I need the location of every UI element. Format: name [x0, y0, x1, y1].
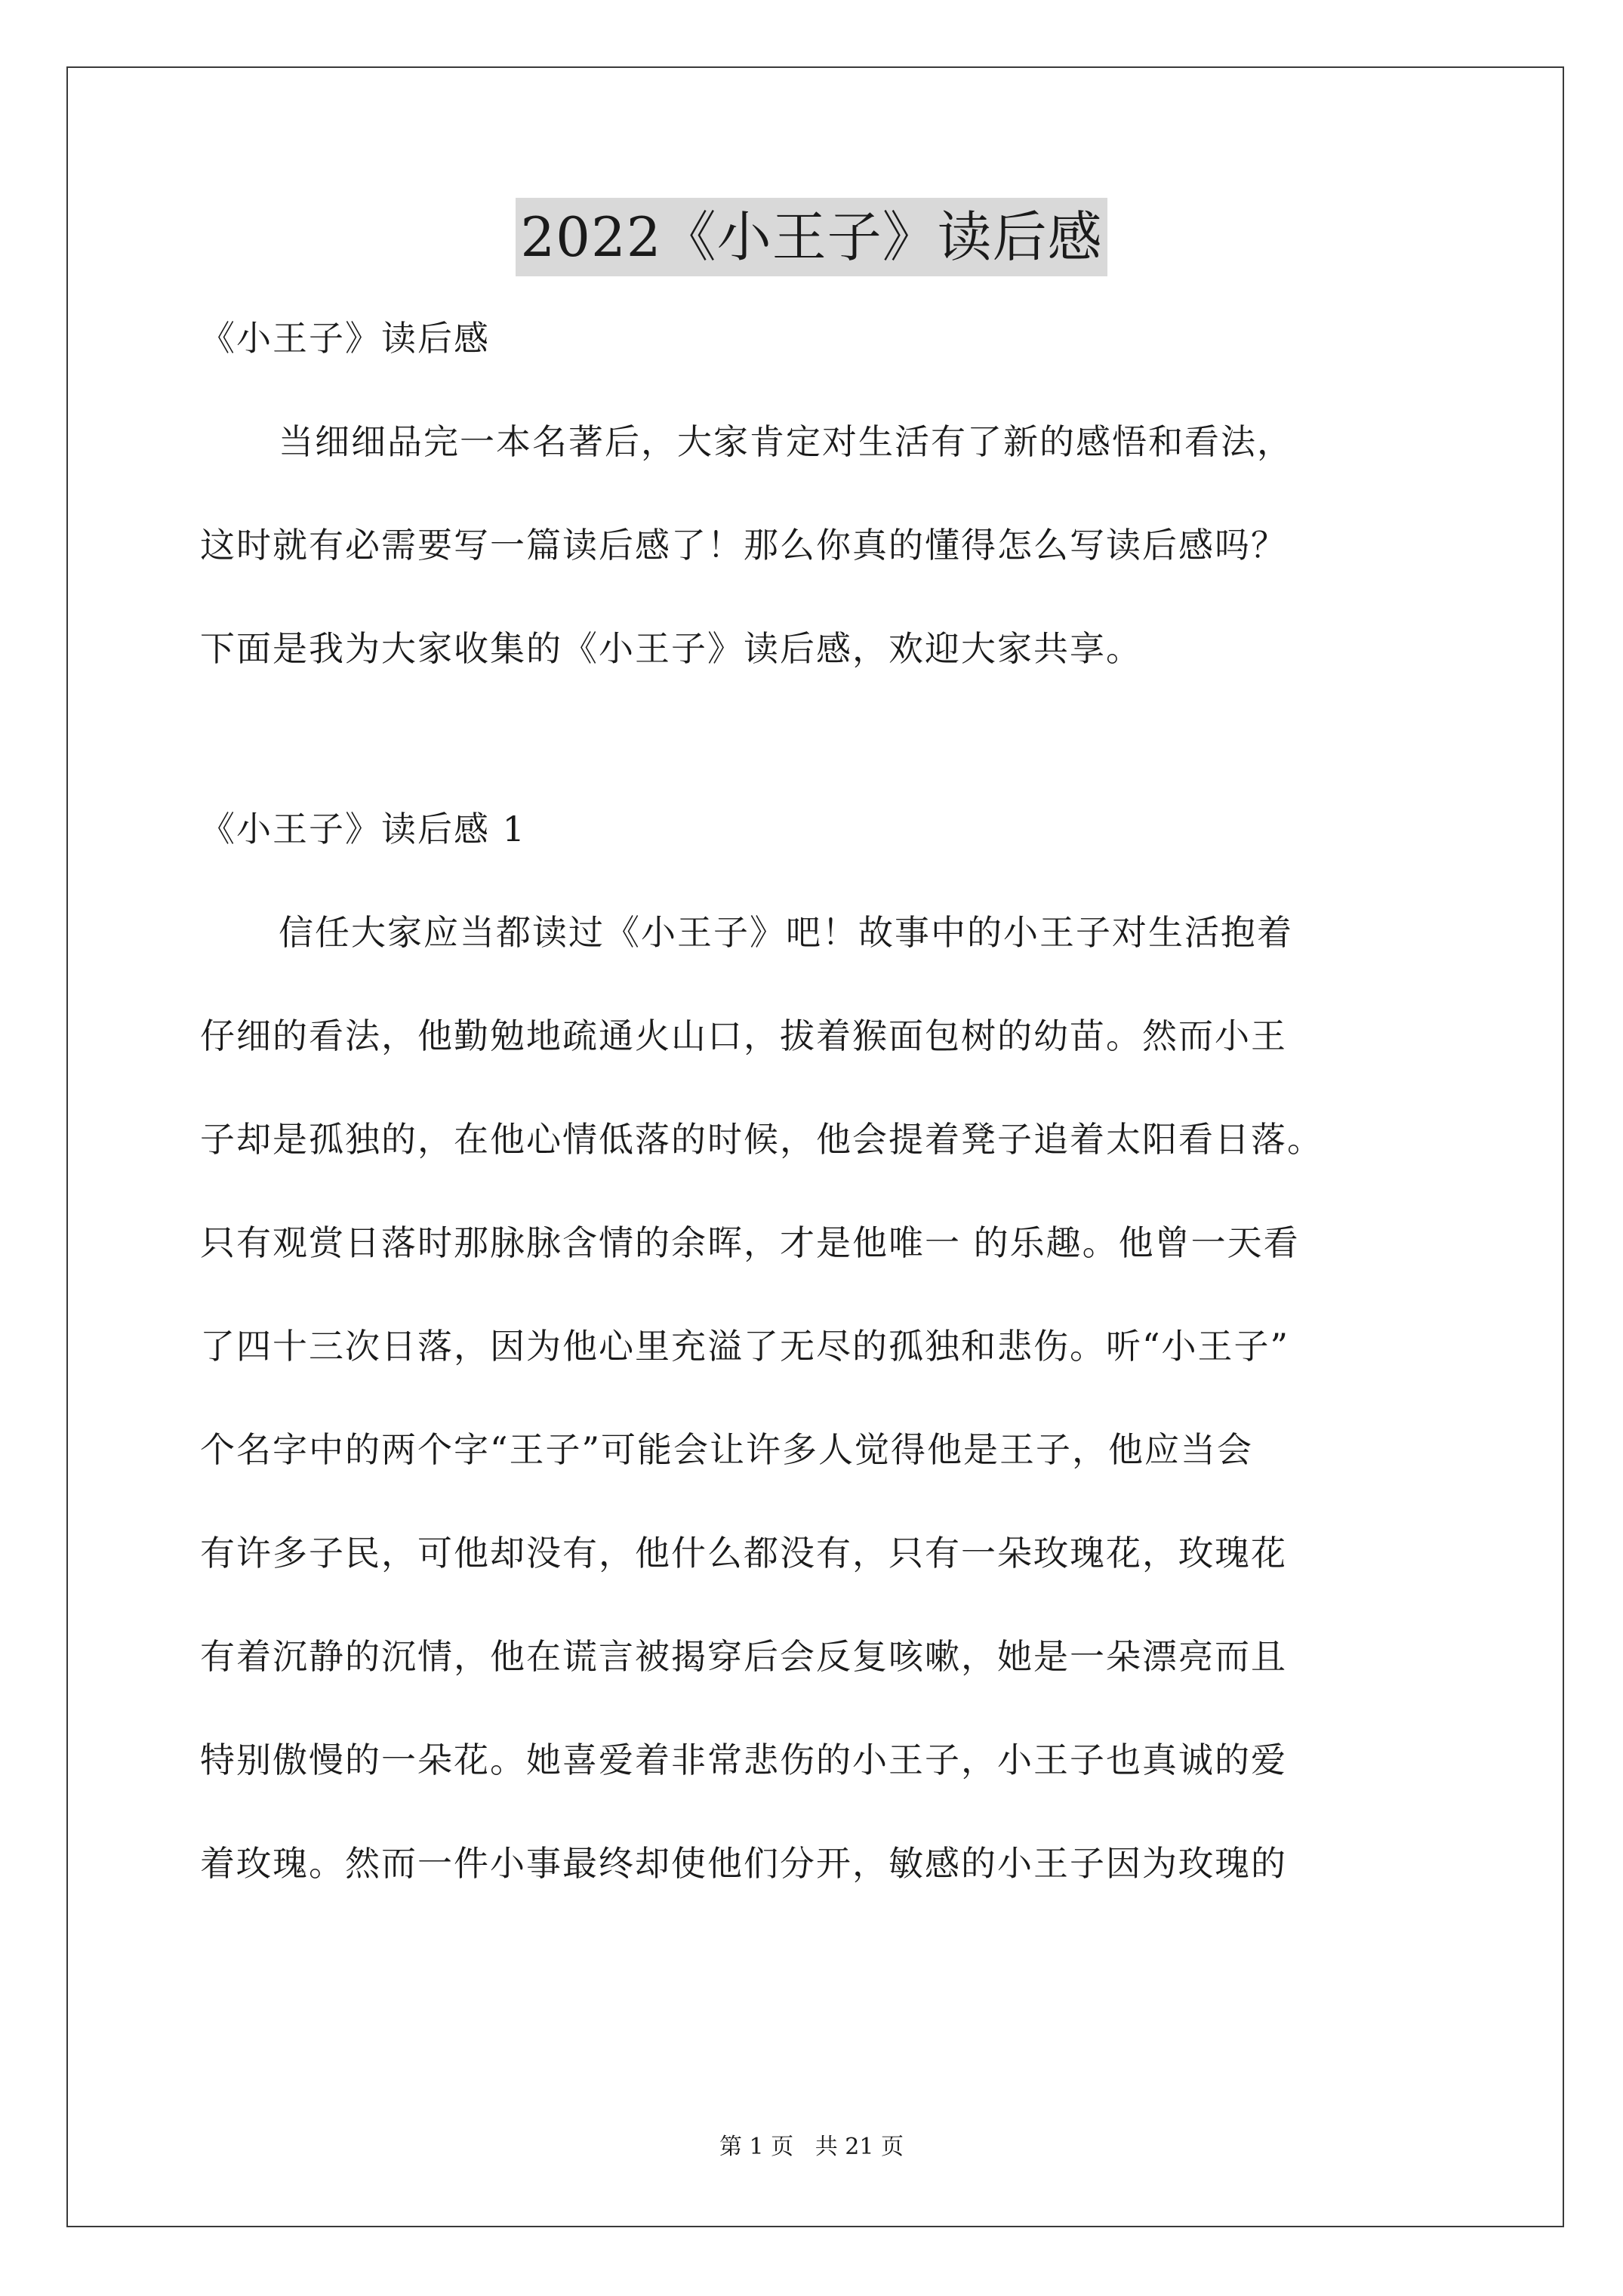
section-heading: 《小王子》读后感 1 — [200, 809, 526, 849]
section-paragraph-line: 仔细的看法，他勤勉地疏通火山口，拔着猴面包树的幼苗。然而小王 — [200, 1015, 1287, 1056]
intro-paragraph-line: 当细细品完一本名著后，大家肯定对生活有了新的感悟和看法， — [279, 421, 1293, 462]
section-paragraph-line: 了四十三次日落，因为他心里充溢了无尽的孤独和悲伤。听“小王子” — [200, 1326, 1290, 1367]
intro-heading: 《小王子》读后感 — [200, 318, 490, 359]
title-container — [0, 198, 1623, 276]
section-paragraph-line: 个名字中的两个字“王子”可能会让许多人觉得他是王子，他应当会 — [200, 1429, 1254, 1470]
section-paragraph-line: 着玫瑰。然而一件小事最终却使他们分开，敏感的小王子因为玫瑰的 — [200, 1843, 1287, 1884]
section-paragraph-line: 有着沉静的沉情，他在谎言被揭穿后会反复咳嗽，她是一朵漂亮而且 — [200, 1636, 1287, 1677]
section-paragraph-line: 特别傲慢的一朵花。她喜爱着非常悲伤的小王子，小王子也真诚的爱 — [200, 1740, 1287, 1780]
section-paragraph-line: 只有观赏日落时那脉脉含情的余晖，才是他唯一 的乐趣。他曾一天看 — [200, 1222, 1300, 1263]
section-gap — [200, 722, 1438, 799]
section-paragraph-line: 有许多子民，可他却没有，他什么都没有，只有一朵玫瑰花，玫瑰花 — [200, 1533, 1287, 1573]
page-footer: 第 1 页 共 21 页 — [719, 2134, 904, 2160]
section-paragraph-line: 子却是孤独的，在他心情低落的时候，他会提着凳子追着太阳看日落。 — [200, 1119, 1323, 1160]
intro-paragraph-line: 下面是我为大家收集的《小王子》读后感，欢迎大家共享。 — [200, 628, 1142, 669]
document-title: 2022《小王子》读后感 — [516, 198, 1107, 276]
section-paragraph-line: 信任大家应当都读过《小王子》吧！故事中的小王子对生活抱着 — [279, 912, 1293, 953]
document-body — [200, 308, 1438, 1937]
intro-paragraph-line: 这时就有必需要写一篇读后感了！那么你真的懂得怎么写读后感吗？ — [200, 525, 1287, 566]
